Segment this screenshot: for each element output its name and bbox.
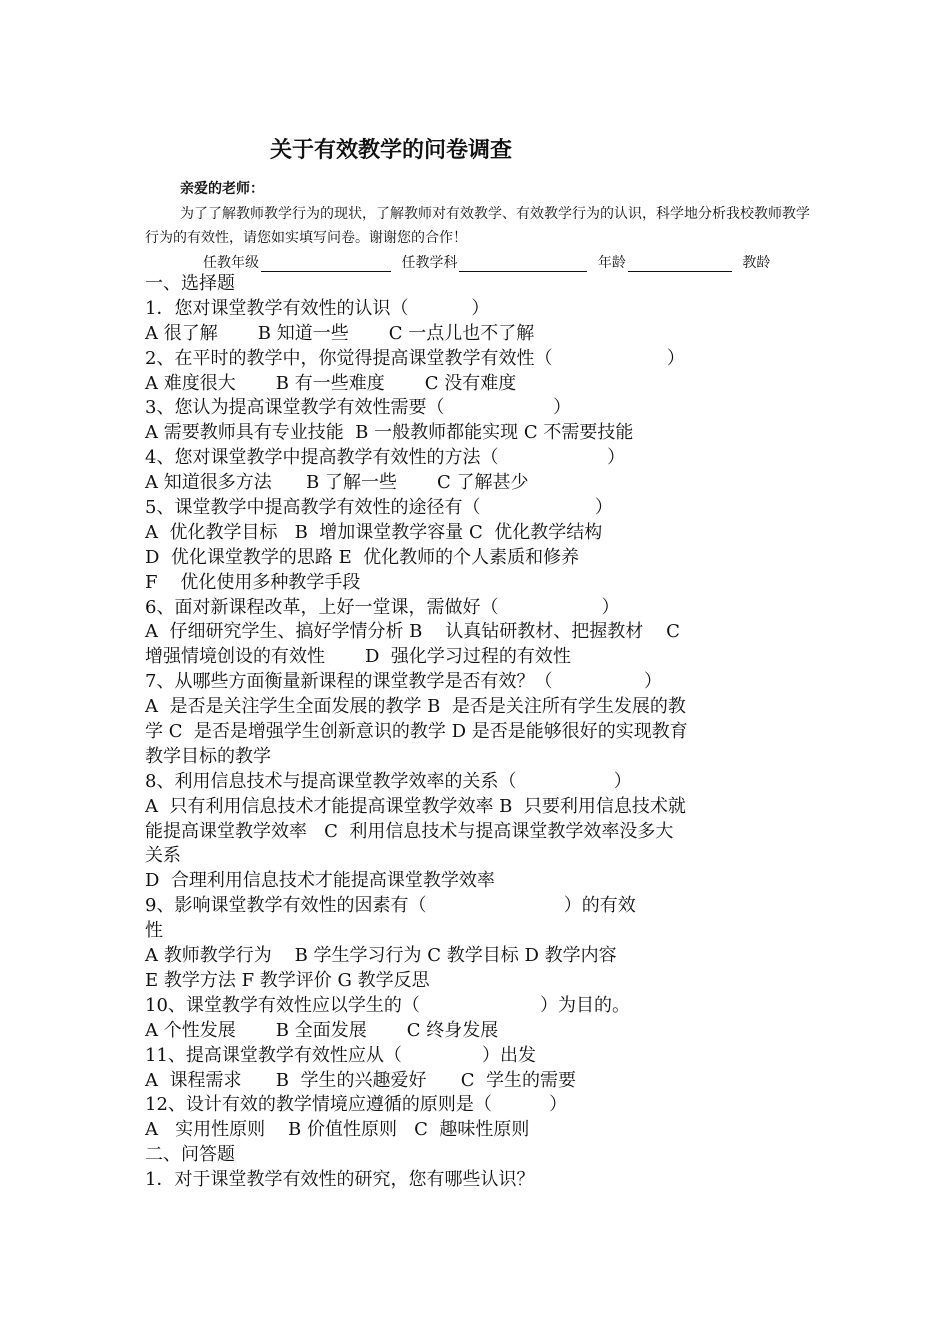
question-6: 6、面对新课程改革，上好一堂课，需做好（ ） (145, 596, 620, 618)
question-7-options: 学 C 是否是增强学生创新意识的教学 D 是否是能够很好的实现教育 (145, 721, 688, 743)
question-10-options: A 个性发展 B 全面发展 C 终身发展 (145, 1019, 499, 1041)
question-8-options: A 只有利用信息技术才能提高课堂教学效率 B 只要利用信息技术就 (145, 795, 686, 817)
question-6-options: 增强情境创设的有效性 D 强化学习过程的有效性 (145, 646, 571, 668)
question-8-options: 关系 (145, 845, 181, 867)
question-1-options: A 很了解 B 知道一些 C 一点儿也不了解 (145, 322, 535, 344)
question-7-options: 教学目标的教学 (145, 745, 271, 767)
question-3: 3、您认为提高课堂教学有效性需要（ ） (145, 397, 572, 419)
question-11: 11、提高课堂教学有效性应从（ ）出发 (145, 1044, 537, 1066)
grade-label: 任教年级 (203, 255, 259, 271)
question-8: 8、利用信息技术与提高课堂教学效率的关系（ ） (145, 770, 632, 792)
age-blank (628, 257, 732, 272)
question-10: 10、课堂教学有效性应以学生的（ ）为目的。 (145, 994, 631, 1016)
question-5-options: F 优化使用多种教学手段 (145, 571, 361, 593)
question-5: 5、课堂教学中提高教学有效性的途径有（ ） (145, 497, 613, 519)
question-5-options: D 优化课堂教学的思路 E 优化教师的个人素质和修养 (145, 546, 580, 568)
subject-blank (459, 257, 587, 272)
question-7: 7、从哪些方面衡量新课程的课堂教学是否有效？（ ） (145, 671, 662, 693)
question-9: 性 (145, 920, 163, 942)
question-2-options: A 难度很大 B 有一些难度 C 没有难度 (145, 372, 517, 394)
question-1: 1．您对课堂教学有效性的认识（ ） (145, 297, 490, 319)
intro-paragraph: 为了了解教师教学行为的现状，了解教师对有效教学、有效教学行为的认识，科学地分析我校教师教学行为的有效性，请您如实填写问卷。谢谢您的合作！ (145, 206, 810, 246)
question-12-options: A 实用性原则 B 价值性原则 C 趣味性原则 (145, 1119, 530, 1141)
question-2: 2、在平时的教学中，你觉得提高课堂教学有效性（ ） (145, 347, 685, 369)
question-7-options: A 是否是关注学生全面发展的教学 B 是否是关注所有学生发展的教 (145, 696, 686, 718)
question-9-options: A 教师教学行为 B 学生学习行为 C 教学目标 D 教学内容 (145, 945, 617, 967)
question-8-options: 能提高课堂教学效率 C 利用信息技术与提高课堂教学效率没多大 (145, 820, 674, 842)
question-12: 12、设计有效的教学情境应遵循的原则是（ ） (145, 1094, 568, 1116)
salutation: 亲爱的老师： (180, 181, 264, 197)
question-11-options: A 课程需求 B 学生的兴趣爱好 C 学生的需要 (145, 1069, 576, 1091)
question-5-options: A 优化教学目标 B 增加课堂教学容量 C 优化教学结构 (145, 521, 603, 543)
question-3-options: A 需要教师具有专业技能 B 一般教师都能实现 C 不需要技能 (145, 422, 634, 444)
teaching-age-label: 教龄 (742, 255, 771, 271)
page-title: 关于有效教学的问卷调查 (270, 138, 513, 163)
question-4: 4、您对课堂教学中提高教学有效性的方法（ ） (145, 447, 626, 469)
grade-blank (261, 257, 391, 272)
question-9-options: E 教学方法 F 教学评价 G 教学反思 (145, 969, 430, 991)
teacher-info-row (145, 252, 810, 272)
age-label: 年龄 (597, 255, 626, 271)
qa-question-1: 1．对于课堂教学有效性的研究，您有哪些认识？ (145, 1169, 535, 1191)
questionnaire-body (145, 272, 810, 1193)
section-heading-qa: 二、问答题 (145, 1144, 235, 1166)
question-6-options: A 仔细研究学生、搞好学情分析 B 认真钻研教材、把握教材 C (145, 621, 680, 643)
question-8-options: D 合理利用信息技术才能提高课堂教学效率 (145, 870, 495, 892)
question-4-options: A 知道很多方法 B 了解一些 C 了解甚少 (145, 472, 529, 494)
subject-label: 任教学科 (401, 255, 458, 271)
section-heading-choice: 一、选择题 (145, 273, 235, 294)
question-9: 9、影响课堂教学有效性的因素有（ ）的有效 (145, 895, 636, 917)
